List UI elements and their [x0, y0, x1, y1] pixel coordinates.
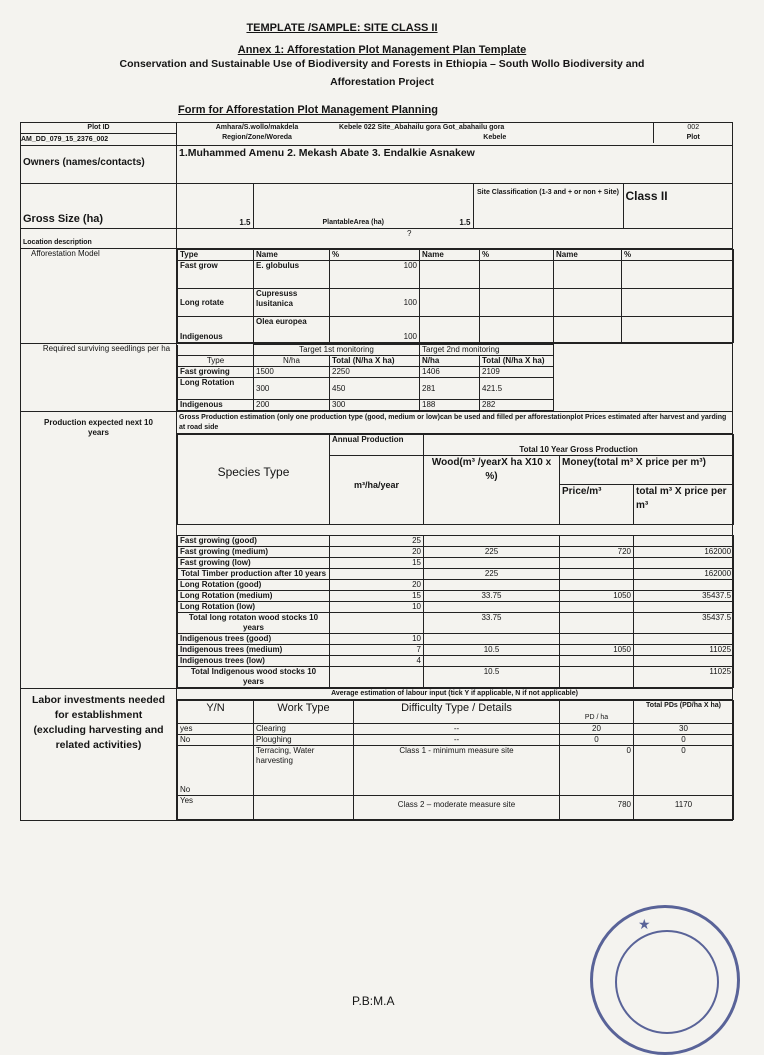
production-total: 11025: [634, 645, 734, 656]
labor-col-work: Work Type: [254, 701, 354, 724]
location-admin-cell: [177, 123, 733, 146]
production-species: Total Indigenous wood stocks 10 years: [178, 667, 330, 688]
wood-header: Wood(m³ /yearX ha X10 x %): [424, 456, 560, 525]
labor-col-pd: PD / ha: [560, 713, 634, 724]
production-total: [634, 558, 734, 569]
size-row: [177, 184, 733, 229]
production-annual: 10: [330, 634, 424, 645]
seedlings-col-type: Type: [178, 356, 254, 367]
money-header: Money(total m³ X price per m³): [560, 456, 734, 485]
stamp-inner-ring: [615, 930, 719, 1034]
production-annual: [330, 613, 424, 634]
region-label: Region/Zone/Woreda: [222, 134, 292, 141]
labor-col-diff: Difficulty Type / Details: [354, 701, 560, 724]
model-header-name-3: Name: [554, 250, 622, 261]
seedlings-n2: 281: [420, 378, 480, 400]
production-label: Production expected next 10 years: [21, 412, 177, 689]
total-price-header: total m³ X price per m³: [634, 485, 734, 525]
production-row: [178, 580, 734, 591]
project-title-line1: Conservation and Sustainable Use of Biodiversity and Forests in Ethiopia – South Wollo Biodiversity and: [119, 58, 645, 70]
production-wood: 10.5: [424, 667, 560, 688]
production-wood: 33.75: [424, 613, 560, 634]
model-species: E. globulus: [254, 261, 330, 289]
production-total: 162000: [634, 547, 734, 558]
production-wood: 225: [424, 569, 560, 580]
model-type: Long rotate: [178, 289, 254, 317]
model-pct: 100: [330, 317, 420, 343]
production-rows: [178, 536, 734, 688]
seedlings-n1: 200: [254, 400, 330, 411]
production-price: [560, 580, 634, 591]
production-price: [560, 602, 634, 613]
production-total-row: [178, 667, 734, 688]
production-total: 35437.5: [634, 613, 734, 634]
model-header-name-2: Name: [420, 250, 480, 261]
seedlings-t2: 421.5: [480, 378, 554, 400]
production-wood: [424, 634, 560, 645]
production-species: Indigenous trees (low): [178, 656, 330, 667]
annual-production-header: Annual Production: [330, 435, 424, 456]
production-row: [178, 591, 734, 602]
owners-label: Owners (names/contacts): [21, 146, 177, 184]
production-wood: [424, 656, 560, 667]
labor-work: Terracing, Water harvesting: [254, 746, 354, 796]
seedlings-col-nha: N/ha: [254, 356, 330, 367]
location-mark: ?: [177, 229, 733, 249]
production-total: 162000: [634, 569, 734, 580]
seedlings-t2: 2109: [480, 367, 554, 378]
production-species: Long Rotation (low): [178, 602, 330, 613]
labor-col-total: Total PDs (PD/ha X ha): [634, 701, 734, 724]
labor-yn: No: [178, 735, 254, 746]
production-price: [560, 656, 634, 667]
plantable-area-value: 1.5: [453, 184, 473, 228]
price-header: Price/m³: [560, 485, 634, 525]
production-total: [634, 580, 734, 591]
labor-col-yn: Y/N: [178, 701, 254, 724]
model-header-pct-3: %: [622, 250, 734, 261]
labor-work: [254, 796, 354, 820]
production-species: Total long rotaton wood stocks 10 years: [178, 613, 330, 634]
labor-diff: Class 1 - minimum measure site: [354, 746, 560, 796]
labor-pd: 0: [560, 746, 634, 796]
production-total: [634, 602, 734, 613]
template-title: TEMPLATE /SAMPLE: SITE CLASS II: [246, 22, 438, 34]
labor-row: [178, 746, 734, 796]
labor-row: [178, 735, 734, 746]
labor-total: 1170: [634, 796, 734, 820]
labor-cell: [177, 689, 733, 821]
annex-title: Annex 1: Afforestation Plot Management Plan Template: [237, 44, 527, 56]
model-type: Indigenous: [178, 317, 254, 343]
model-row: [178, 289, 734, 317]
site-class-value: Class II: [625, 189, 668, 203]
region-value: Amhara/S.wollo/makdela: [215, 124, 299, 131]
labor-table: [177, 700, 734, 820]
seedlings-table: [177, 344, 734, 411]
production-annual: 15: [330, 558, 424, 569]
stamp-star-icon: ★: [638, 916, 651, 932]
production-price: [560, 667, 634, 688]
labor-row: [178, 796, 734, 820]
production-species: Fast growing (low): [178, 558, 330, 569]
production-wood: [424, 580, 560, 591]
annual-unit-header: m³/ha/year: [330, 456, 424, 525]
production-species: Indigenous trees (medium): [178, 645, 330, 656]
seedlings-t1: 2250: [330, 367, 420, 378]
model-pct: 100: [330, 289, 420, 317]
seedlings-t1: 300: [330, 400, 420, 411]
labor-total: 0: [634, 735, 734, 746]
production-row: [178, 656, 734, 667]
labor-work: Clearing: [254, 724, 354, 735]
production-table: [177, 434, 734, 688]
model-header-type: Type: [178, 250, 254, 261]
labor-pd: 780: [560, 796, 634, 820]
production-cell: [177, 412, 733, 689]
afforestation-model-label: Afforestation Model: [21, 249, 177, 344]
afforestation-model-table: [177, 249, 734, 343]
production-row: [178, 634, 734, 645]
model-pct: 100: [330, 261, 420, 289]
gross-size-value: 1.5: [177, 184, 253, 228]
production-wood: 225: [424, 547, 560, 558]
official-stamp: [590, 905, 740, 1055]
seedlings-n1: 300: [254, 378, 330, 400]
production-species: Long Rotation (medium): [178, 591, 330, 602]
production-wood: 10.5: [424, 645, 560, 656]
production-row: [178, 536, 734, 547]
plot-label: Plot: [653, 133, 733, 143]
labor-header: Average estimation of labour input (tick Y if applicable, N if not applicable): [177, 689, 732, 700]
seedlings-t1: 450: [330, 378, 420, 400]
production-wood: [424, 558, 560, 569]
location-label: Location description: [21, 229, 177, 249]
production-total: 35437.5: [634, 591, 734, 602]
model-type: Fast grow: [178, 261, 254, 289]
production-total: 11025: [634, 667, 734, 688]
production-annual: [330, 667, 424, 688]
labor-diff: Class 2 – moderate measure site: [354, 796, 560, 820]
production-price: 720: [560, 547, 634, 558]
labor-pd: 0: [560, 735, 634, 746]
plot-management-form: [20, 122, 733, 821]
model-species: Cupresuss lusitanica: [254, 289, 330, 317]
production-wood: [424, 602, 560, 613]
production-price: 1050: [560, 645, 634, 656]
seedlings-col-nha-2: N/ha: [420, 356, 480, 367]
labor-row: [178, 724, 734, 735]
production-row: [178, 602, 734, 613]
production-total: [634, 656, 734, 667]
model-species: Olea europea: [254, 317, 330, 343]
production-wood: [424, 536, 560, 547]
production-species: Total Timber production after 10 years: [178, 569, 330, 580]
target2-label: Target 2nd monitoring: [420, 345, 554, 356]
production-wood: 33.75: [424, 591, 560, 602]
afforestation-model-table-cell: [177, 249, 733, 344]
production-annual: 10: [330, 602, 424, 613]
production-species: Long Rotation (good): [178, 580, 330, 591]
production-total: [634, 634, 734, 645]
production-total-row: [178, 569, 734, 580]
labor-work: Ploughing: [254, 735, 354, 746]
production-annual: 25: [330, 536, 424, 547]
seedlings-type: Long Rotation: [178, 378, 254, 400]
total-production-header: Total 10 Year Gross Production: [424, 435, 734, 456]
production-species: Indigenous trees (good): [178, 634, 330, 645]
production-total: [634, 536, 734, 547]
plantable-area-label: PlantableArea (ha): [322, 219, 384, 226]
kebele-value: Kebele 022 Site_Abahailu gora Got_abahailu gora: [339, 124, 505, 131]
target1-label: Target 1st monitoring: [254, 345, 420, 356]
production-price: 1050: [560, 591, 634, 602]
seedlings-type: Fast growing: [178, 367, 254, 378]
project-title-line2: Afforestation Project: [330, 76, 434, 88]
seedlings-col-total: Total (N/ha X ha): [330, 356, 420, 367]
production-annual: 20: [330, 547, 424, 558]
model-header-pct: %: [330, 250, 420, 261]
seedlings-t2: 282: [480, 400, 554, 411]
labor-total: 30: [634, 724, 734, 735]
seedlings-table-cell: [177, 344, 733, 412]
labor-diff: --: [354, 724, 560, 735]
production-annual: 20: [330, 580, 424, 591]
seedlings-label: Required surviving seedlings per ha: [21, 344, 177, 412]
model-row: [178, 261, 734, 289]
plot-number: 002: [653, 123, 733, 133]
production-note: Gross Production estimation (only one production type (good, medium or low)can be used and filled per afforestationplot Prices estimated after harvest and yarding at road side: [177, 412, 732, 434]
model-header-name: Name: [254, 250, 330, 261]
form-title: Form for Afforestation Plot Management Planning: [178, 104, 438, 116]
production-price: [560, 613, 634, 634]
labor-label: Labor investments needed for establishment (excluding harvesting and related activities): [21, 689, 177, 821]
production-annual: 4: [330, 656, 424, 667]
production-annual: 7: [330, 645, 424, 656]
seedlings-n2: 1406: [420, 367, 480, 378]
production-row: [178, 558, 734, 569]
production-annual: [330, 569, 424, 580]
seedlings-n1: 1500: [254, 367, 330, 378]
production-row: [178, 547, 734, 558]
species-type-header: Species Type: [178, 435, 330, 525]
labor-yn: Yes: [178, 796, 254, 820]
model-header-pct-2: %: [480, 250, 554, 261]
seedlings-n2: 188: [420, 400, 480, 411]
model-row: [178, 317, 734, 343]
kebele-label: Kebele: [483, 134, 507, 141]
production-price: [560, 558, 634, 569]
site-class-label: Site Classification (1-3 and + or non + Site): [473, 184, 623, 228]
plot-id-label: Plot ID: [21, 123, 176, 134]
seedlings-type: Indigenous: [178, 400, 254, 411]
plot-id-value: AM_DD_079_15_2376_002: [21, 136, 109, 143]
production-price: [560, 634, 634, 645]
production-annual: 15: [330, 591, 424, 602]
seedlings-col-total-2: Total (N/ha X ha): [480, 356, 554, 367]
production-price: [560, 536, 634, 547]
production-species: Fast growing (good): [178, 536, 330, 547]
labor-pd: 20: [560, 724, 634, 735]
production-price: [560, 569, 634, 580]
production-row: [178, 645, 734, 656]
labor-yn: No: [178, 746, 254, 796]
owners-value: 1.Muhammed Amenu 2. Mekash Abate 3. Endalkie Asnakew: [177, 146, 733, 184]
plot-id-cell: [21, 123, 177, 146]
production-total-row: [178, 613, 734, 634]
footer-initials: P.B:M.A: [352, 994, 395, 1008]
production-species: Fast growing (medium): [178, 547, 330, 558]
labor-total: 0: [634, 746, 734, 796]
labor-yn: yes: [178, 724, 254, 735]
gross-size-label: Gross Size (ha): [21, 184, 177, 229]
labor-diff: --: [354, 735, 560, 746]
